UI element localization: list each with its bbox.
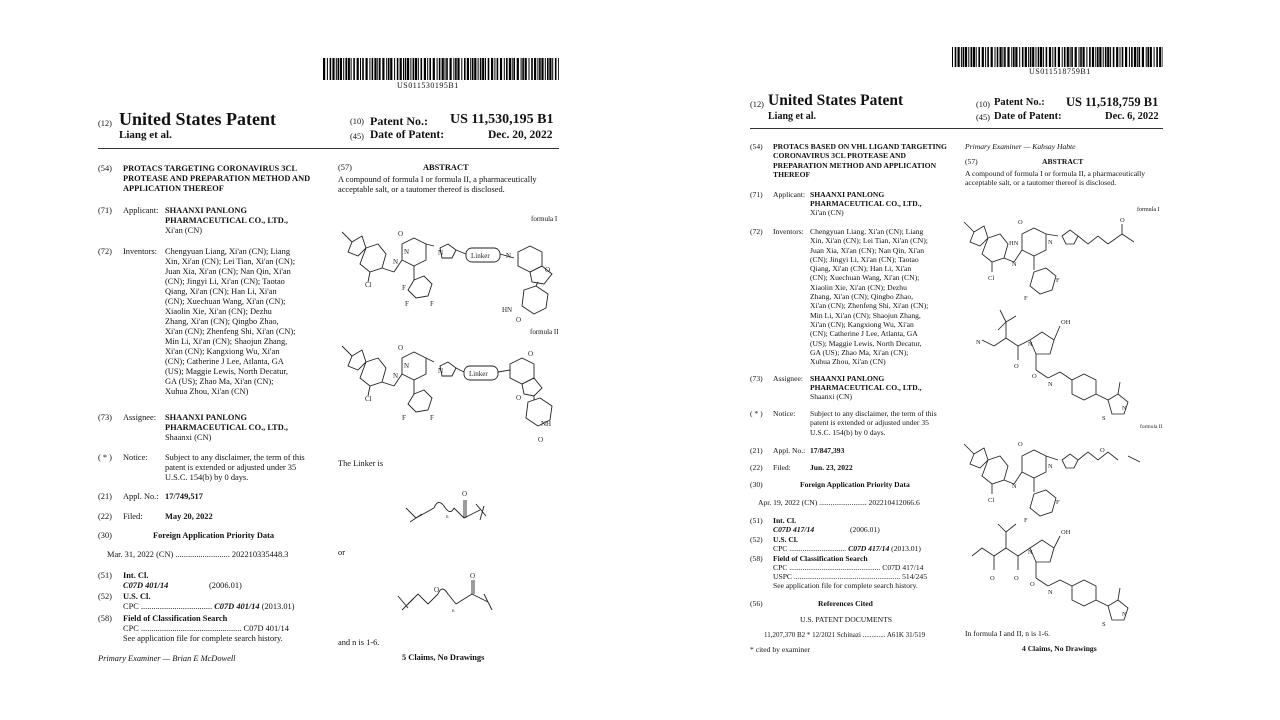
svg-text:N: N [1048,239,1053,246]
svg-text:HN: HN [502,306,513,314]
inventor-line: Xuhua Zhou, Xi'an (CN) [165,387,249,396]
svg-text:N: N [1012,483,1017,490]
svg-text:n: n [452,609,455,614]
svg-text:S: S [1102,415,1106,422]
patent-page-2 [640,0,1280,720]
inventor-line: Qiang, Xi'an (CN); Han Li, Xi'an [810,264,912,274]
svg-text:O: O [1030,581,1035,588]
svg-text:N: N [1122,405,1127,412]
notice-line: Subject to any disclaimer, the term of this [810,409,937,418]
svg-text:Cl: Cl [988,275,995,282]
appl-code: (21) [98,492,112,501]
svg-text:NH: NH [541,420,552,428]
notice-line: U.S.C. 154(b) by 0 days. [165,473,249,482]
inventors-code: (72) [750,227,763,236]
filed-label: Filed: [773,463,791,472]
inventor-line: Juan Xia, Xi'an (CN); Nan Qin, Xi'an [165,267,291,276]
assignee-name: SHAANXI PANLONG PHARMACEUTICAL CO., LTD., [810,374,922,393]
inventor-line: Xiaolin Xie, Xi'an (CN); Dezhu [810,282,907,292]
applicant-code: (71) [98,206,112,215]
svg-text:F: F [1024,295,1028,302]
formula-1-label: formula I [1137,207,1160,213]
formula-1-structure [338,224,560,336]
foreign-title: Foreign Application Priority Data [800,480,910,489]
or-text: or [338,548,345,557]
date-of-patent: Dec. 20, 2022 [488,129,553,141]
appl-label: Appl. No.: [773,446,806,455]
filed-code: (22) [98,512,112,521]
svg-text:O: O [1120,217,1125,224]
intcl-label: Int. Cl. [773,516,796,525]
svg-text:N: N [393,372,399,380]
abstract-title: ABSTRACT [423,163,469,172]
applicant-name: SHAANXI PANLONG PHARMACEUTICAL CO., LTD., [165,206,289,225]
abstract-code: (57) [965,157,978,166]
appl-number: 17/847,393 [810,446,845,455]
notice-line: patent is extended or adjusted under 35 [165,463,297,472]
svg-text:N: N [1048,381,1053,388]
abstract-code: (57) [338,163,352,172]
uscl-label: U.S. Cl. [123,592,151,601]
refs-subtitle: U.S. PATENT DOCUMENTS [800,615,892,624]
linker-text: The Linker is [338,459,384,468]
inventor-line: GA (US); Zhao Ma, Xi'an (CN); [810,347,909,357]
document-type: United States Patent [119,109,276,129]
patent-title: PROTACS TARGETING CORONAVIRUS 3CL PROTEASE AND PREPARATION METHOD AND APPLICATION THEREOF [123,164,311,193]
notice-code: ( * ) [750,409,763,418]
claims-count: 4 Claims, No Drawings [1022,644,1097,653]
inventors-list [165,247,325,397]
svg-text:O: O [538,436,544,444]
inventors-list [810,227,960,366]
formula-2-structure [962,436,1162,626]
inventors-label: Inventors: [123,247,157,256]
primary-examiner: Primary Examiner — Kahsay Habte [965,142,1076,151]
svg-text:Cl: Cl [365,281,372,289]
inventor-line: Xin, Xi'an (CN); Lei Tian, Xi'an (CN); [810,236,928,246]
uscl-line: CPC .................................. C07D 401/14 (2013.01) [123,602,295,611]
svg-text:N: N [1048,463,1053,470]
svg-text:O: O [1018,441,1023,448]
claims-count: 5 Claims, No Drawings [402,653,485,662]
formula-1-label: formula I [531,215,558,223]
n-range-text: and n is 1-6. [338,638,380,647]
header-rule [98,148,559,149]
svg-text:N: N [438,367,444,375]
svg-text:O: O [462,490,468,498]
svg-text:O: O [1014,363,1019,370]
date-label: Date of Patent: [994,111,1062,122]
patent-title: PROTACS BASED ON VHL LIGAND TARGETING CORONAVIRUS 3CL PROTEASE AND PREPARATION METHOD AND APPLICATION THEREOF [773,142,947,179]
barcode-number: US011518759B1 [1029,67,1091,76]
svg-text:N: N [404,248,410,256]
svg-text:N: N [976,339,981,346]
refs-code: (56) [750,599,763,608]
assignee-code: (73) [750,374,763,383]
inventor-line: (CN); Jingyi Li, Xi'an (CN); Taotao [165,277,285,286]
inventors-code: (72) [98,247,112,256]
svg-text:F: F [402,414,406,422]
uscl-label: U.S. Cl. [773,535,798,544]
svg-text:F: F [1024,517,1028,524]
svg-text:OH: OH [1061,529,1071,536]
filed-date: May 20, 2022 [165,512,213,521]
primary-examiner: Primary Examiner — Brian E McDowell [98,654,236,663]
patent-number: US 11,518,759 B1 [1066,95,1159,109]
formula-2-label: formula II [1140,424,1163,430]
notice-label: Notice: [773,409,796,418]
appl-number: 17/749,517 [165,492,203,501]
svg-text:O: O [398,230,404,238]
filed-code: (22) [750,463,763,472]
foreign-priority-line: Mar. 31, 2022 (CN) .......................... 202210335448.3 [107,550,289,559]
barcode [323,58,559,80]
formula-1-structure [962,214,1163,430]
abstract-text: A compound of formula I or formula II, a pharmaceutically acceptable salt, or a tautomer thereof is disclosed. [338,175,537,194]
svg-text:O: O [398,344,404,352]
svg-text:Cl: Cl [365,395,372,403]
inventor-line: Juan Xia, Xi'an (CN); Nan Qin, Xi'an [810,245,925,255]
uscl-line: CPC .............................. C07D 417/14 (2013.01) [773,544,921,553]
uscl-code: (52) [750,535,763,544]
inventor-line: (CN); Catherine J Lee, Atlanta, GA [810,329,918,339]
intcl-year: (2006.01) [209,581,242,590]
svg-text:N: N [1028,549,1033,556]
svg-text:F: F [1056,499,1060,506]
applicant-location: Xi'an (CN) [810,208,844,217]
date-code: (45) [350,132,364,141]
inventor-line: Xi'an (CN); Zhenfeng Shi, Xi'an (CN); [165,327,296,336]
uscl-code: (52) [98,592,112,601]
svg-text:F: F [405,300,409,308]
patent-no-code: (10) [350,117,364,126]
intcl-class: C07D 401/14 [123,581,169,590]
notice-code: ( * ) [98,453,112,462]
field-label: Field of Classification Search [123,614,228,623]
svg-text:N: N [1028,341,1033,348]
svg-text:O: O [1032,373,1037,380]
field-note: See application file for complete search history. [123,634,283,643]
assignee-location: Shaanxi (CN) [810,392,852,401]
inventor-line: Chengyuan Liang, Xi'an (CN); Liang [165,247,291,256]
inventor-line: (CN); Jingyi Li, Xi'an (CN); Taotao [810,254,919,264]
n-range-text: In formula I and II, n is 1-6. [965,629,1050,638]
date-code: (45) [976,113,990,122]
field-code: (58) [750,554,763,563]
svg-text:F: F [430,300,434,308]
inventor-line: Zhang, Xi'an (CN); Qingbo Zhao, [165,317,279,326]
reference-line: 11,207,370 B2 * 12/2021 Schinazi ............. A61K 31/519 [764,631,926,639]
svg-text:O: O [528,350,534,358]
header-rule [750,128,1163,129]
inventor-line: (CN); Xuechuan Wang, Xi'an (CN); [165,297,286,306]
notice-line: patent is extended or adjusted under 35 [810,418,929,428]
intcl-class: C07D 417/14 [773,525,815,534]
svg-text:O: O [990,575,995,582]
svg-text:O: O [1014,575,1019,582]
patent-no-label: Patent No.: [994,97,1045,108]
svg-text:N: N [393,258,399,266]
foreign-priority-line: Apr. 19, 2022 (CN) ......................... 202210412066.6 [758,498,920,507]
svg-text:O: O [1100,447,1105,454]
foreign-code: (30) [750,480,763,489]
notice-label: Notice: [123,453,148,462]
notice-line: U.S.C. 154(b) by 0 days. [810,427,886,437]
field-code: (58) [98,614,112,623]
barcode [952,46,1163,68]
date-label: Date of Patent: [370,129,445,141]
patent-number: US 11,530,195 B1 [450,112,554,127]
inventor-line: (CN); Xuechuan Wang, Xi'an (CN); [810,273,920,283]
svg-text:N: N [506,252,512,260]
kind-code-12: (12) [750,100,764,109]
applicant-name: SHAANXI PANLONG PHARMACEUTICAL CO., LTD., [810,190,922,209]
assignee-code: (73) [98,413,112,422]
inventor-short: Liang et al. [119,129,172,141]
field-cpc: CPC ................................................ C07D 417/14 [773,563,924,572]
svg-text:HN: HN [1009,240,1019,247]
field-label: Field of Classification Search [773,554,868,563]
inventor-line: GA (US); Zhao Ma, Xi'an (CN); [165,377,274,386]
svg-text:O: O [1018,219,1023,226]
formula-2-label: formula II [530,328,559,336]
patent-no-label: Patent No.: [370,114,428,128]
appl-code: (21) [750,446,763,455]
title-code: (54) [750,142,763,151]
assignee-label: Assignee: [773,374,803,383]
applicant-code: (71) [750,190,763,199]
assignee-label: Assignee: [123,413,157,422]
svg-text:S: S [1102,621,1106,628]
field-cpc: CPC ................................................ C07D 401/14 [123,624,289,633]
svg-text:F: F [1056,277,1060,284]
foreign-code: (30) [98,531,112,540]
linker-structure-2 [392,572,510,622]
assignee-name: SHAANXI PANLONG PHARMACEUTICAL CO., LTD., [165,413,289,432]
inventor-line: (US); Maggie Lewis, North Decatur, [165,367,288,376]
svg-text:OH: OH [1061,319,1071,326]
svg-text:F: F [402,284,406,292]
svg-text:n: n [446,515,449,520]
applicant-label: Applicant: [773,190,806,199]
abstract-title: ABSTRACT [1042,157,1084,166]
title-code: (54) [98,164,112,173]
svg-text:Cl: Cl [988,497,995,504]
applicant-location: Xi'an (CN) [165,226,203,235]
linker-structure-1 [400,486,510,532]
svg-text:O: O [470,572,476,580]
svg-text:O: O [516,394,522,402]
filed-label: Filed: [123,512,143,521]
svg-text:Linker: Linker [469,370,488,378]
svg-text:Linker: Linker [471,252,490,260]
barcode-number: US011530195B1 [397,81,459,90]
svg-text:N: N [404,362,410,370]
intcl-code: (51) [98,571,112,580]
patent-no-code: (10) [976,100,990,109]
inventor-line: Xiaolin Xie, Xi'an (CN); Dezhu [165,307,272,316]
inventor-line: Xi'an (CN); Zhenfeng Shi, Xi'an (CN); [810,301,929,311]
inventors-label: Inventors: [773,227,804,236]
inventor-line: Xi'an (CN); Kangxiong Wu, Xi'an [165,347,280,356]
svg-text:O: O [516,316,522,324]
intcl-year: (2006.01) [850,525,880,534]
inventor-line: Zhang, Xi'an (CN); Qingbo Zhao, [810,292,914,302]
svg-text:N: N [438,249,444,257]
svg-text:F: F [430,414,434,422]
intcl-code: (51) [750,516,763,525]
foreign-title: Foreign Application Priority Data [153,531,275,540]
svg-text:N: N [1122,611,1127,618]
inventor-line: (CN); Catherine J Lee, Atlanta, GA [165,357,284,366]
intcl-label: Int. Cl. [123,571,149,580]
kind-code-12: (12) [98,119,112,128]
field-uspc: USPC ........................................................ 514/245 [773,572,927,581]
inventor-line: Qiang, Xi'an (CN); Han Li, Xi'an [165,287,277,296]
inventor-line: Xuhua Zhou, Xi'an (CN) [810,357,886,367]
date-of-patent: Dec. 6, 2022 [1105,111,1159,122]
svg-text:O: O [545,266,551,274]
filed-date: Jun. 23, 2022 [810,463,853,472]
svg-text:N: N [1012,261,1017,268]
inventor-line: Xi'an (CN); Kangxiong Wu, Xi'an [810,319,914,329]
notice-line: Subject to any disclaimer, the term of this [165,453,305,462]
abstract-text: A compound of formula I or formula II, a pharmaceutically acceptable salt, or a tautomer thereof is disclosed. [965,169,1146,188]
cited-note: * cited by examiner [750,645,811,654]
appl-label: Appl. No.: [123,492,159,501]
inventor-line: Min Li, Xi'an (CN); Shaojun Zhang, [165,337,288,346]
inventor-line: Xin, Xi'an (CN); Lei Tian, Xi'an (CN); [165,257,296,266]
inventor-line: Min Li, Xi'an (CN); Shaojun Zhang, [810,310,921,320]
inventor-line: (US); Maggie Lewis, North Decatur, [810,338,922,348]
formula-2-structure [338,338,560,450]
svg-text:N: N [1048,589,1053,596]
svg-text:O: O [434,586,440,594]
field-note: See application file for complete search history. [773,581,918,590]
document-type: United States Patent [768,92,904,109]
inventor-short: Liang et al. [768,111,817,122]
assignee-location: Shaanxi (CN) [165,433,212,442]
inventor-line: Chengyuan Liang, Xi'an (CN); Liang [810,227,924,236]
applicant-label: Applicant: [123,206,159,215]
refs-title: References Cited [818,599,873,608]
